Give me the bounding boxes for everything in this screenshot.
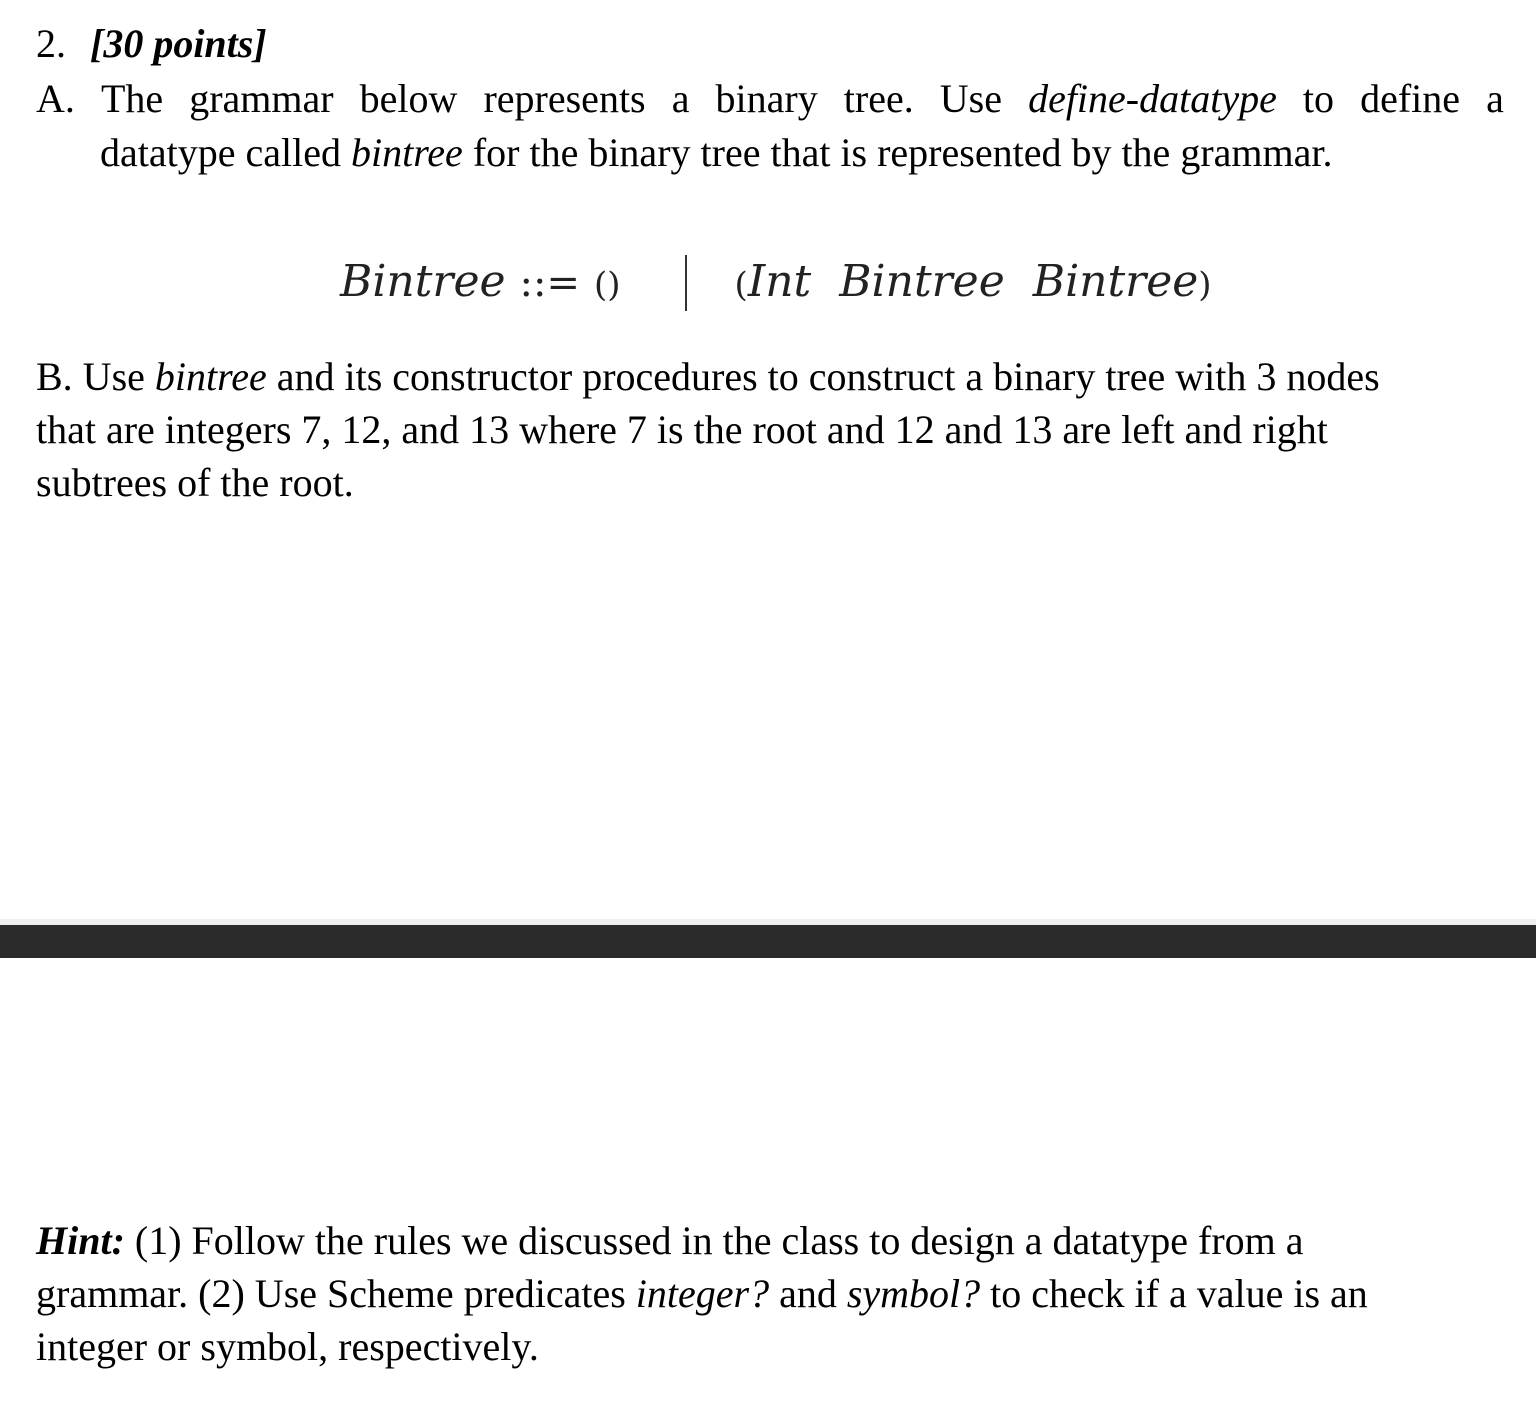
part-b-line-3: subtrees of the root.	[36, 460, 354, 505]
part-a-italic-term: define-datatype	[1028, 76, 1277, 121]
part-b	[36, 350, 1504, 509]
grammar-operator: ::=	[519, 260, 581, 306]
part-b-line-1-post: and its constructor procedures to construct a binary tree with 3 nodes	[266, 354, 1380, 399]
hint-symbol-predicate: symbol?	[846, 1271, 981, 1316]
grammar-close-paren: )	[1198, 265, 1212, 305]
hint-line-2-post: to check if a value is an	[980, 1271, 1368, 1316]
part-b-line-1	[36, 350, 1504, 403]
grammar-left-subtree: Bintree	[839, 256, 1005, 307]
grammar-alternative-bar	[685, 255, 687, 311]
hint-line-2	[36, 1267, 1504, 1320]
part-a-word: below	[359, 76, 458, 121]
part-a-word: binary	[715, 76, 818, 121]
part-a-line-2-italic: bintree	[350, 130, 463, 175]
hint-block	[36, 1214, 1504, 1373]
page-separator-bar	[0, 925, 1536, 958]
part-a-letter: A.	[36, 76, 75, 121]
grammar-int: Int	[747, 256, 812, 307]
part-a-word: define	[1360, 76, 1461, 121]
part-a-word: to	[1302, 76, 1335, 121]
part-a-word: grammar	[189, 76, 334, 121]
hint-label: Hint:	[36, 1218, 125, 1263]
part-a-line-2-pre: datatype called	[100, 130, 351, 175]
question-number: 2.	[36, 21, 66, 66]
grammar-rule	[340, 250, 1212, 314]
part-a-line-1	[36, 72, 1504, 126]
part-b-line-2: that are integers 7, 12, and 13 where 7 is the root and 12 and 13 are left and right	[36, 407, 1328, 452]
grammar-right-subtree: Bintree	[1032, 256, 1199, 307]
part-a-word: tree.	[843, 76, 914, 121]
grammar-lhs: Bintree	[340, 256, 506, 307]
hint-line-1	[36, 1214, 1504, 1267]
part-a-line-2-post: for the binary tree that is represented by the grammar.	[462, 130, 1333, 175]
part-b-line-1-italic: bintree	[154, 354, 267, 399]
part-a-word: The	[100, 76, 164, 121]
hint-line-1-text: (1) Follow the rules we discussed in the class to design a datatype from a	[124, 1218, 1304, 1263]
hint-line-2-mid: and	[769, 1271, 847, 1316]
hint-line-3: integer or symbol, respectively.	[36, 1324, 539, 1369]
grammar-empty: ()	[594, 265, 621, 305]
part-a-word: a	[671, 76, 690, 121]
part-b-line-1-pre: B. Use	[36, 354, 155, 399]
question-points: [30 points]	[90, 21, 267, 66]
grammar-open-paren: (	[734, 265, 748, 305]
part-a	[36, 72, 1504, 175]
part-a-word: Use	[939, 76, 1002, 121]
hint-integer-predicate: integer?	[635, 1271, 770, 1316]
part-a-word: a	[1486, 76, 1504, 121]
hint-line-2-pre: grammar. (2) Use Scheme predicates	[36, 1271, 636, 1316]
part-a-line-2	[100, 126, 1332, 180]
question-header	[36, 20, 267, 68]
part-a-word: represents	[483, 76, 646, 121]
